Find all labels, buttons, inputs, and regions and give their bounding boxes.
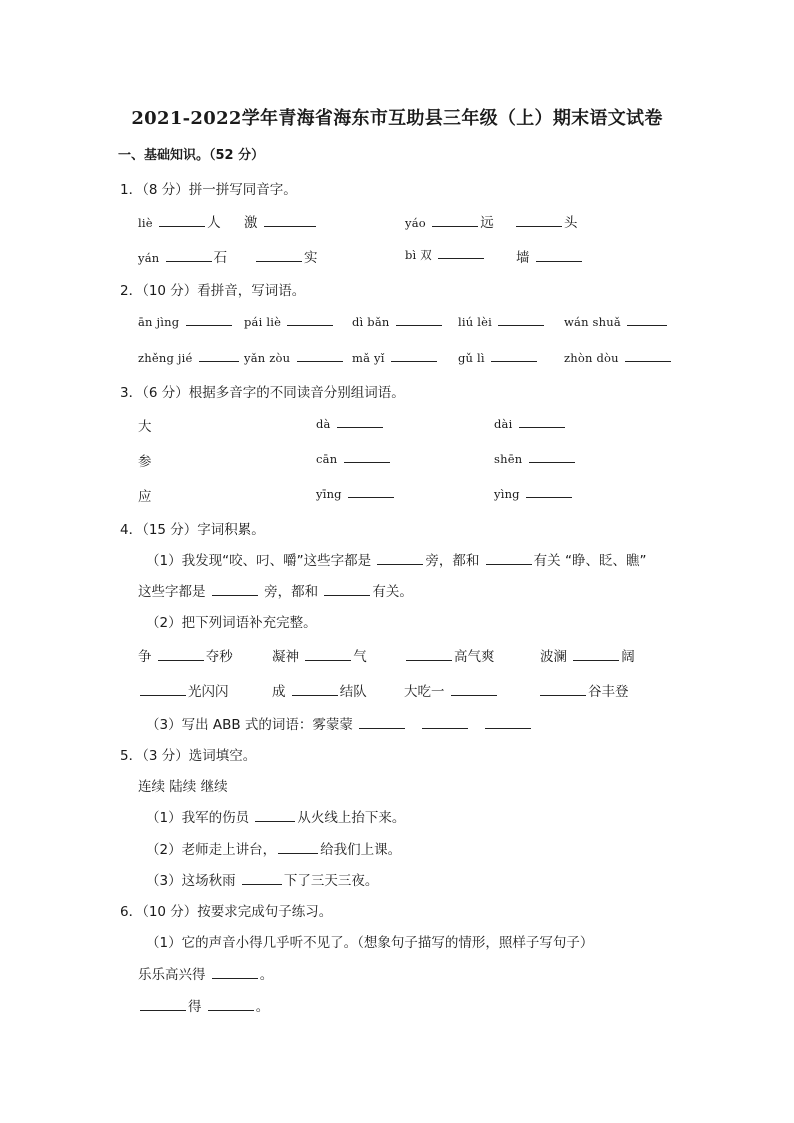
answer-blank[interactable] (519, 415, 565, 428)
answer-blank[interactable] (377, 552, 423, 565)
q3-char: 参 (138, 454, 152, 470)
answer-blank[interactable] (625, 349, 671, 362)
section-heading: 一、基础知识。（52 分） (118, 148, 265, 163)
answer-blank[interactable] (491, 349, 537, 362)
q6-line-1: 乐乐高兴得 。 (138, 967, 274, 983)
q2-item: gǔ lì (458, 349, 539, 366)
answer-blank[interactable] (451, 683, 497, 696)
q4-word: 凝神 气 (272, 649, 367, 665)
answer-blank[interactable] (186, 313, 232, 326)
question-4-stem: 4．（15 分）字词积累。 (120, 522, 265, 538)
answer-blank[interactable] (292, 683, 338, 696)
answer-blank[interactable] (212, 583, 258, 596)
q3-char: 应 (138, 489, 152, 505)
q3-item: shēn (494, 450, 577, 467)
q4-word: 波澜 阔 (540, 649, 635, 665)
answer-blank[interactable] (438, 246, 484, 259)
q1-item: bì 双 (405, 246, 486, 263)
answer-blank[interactable] (348, 485, 394, 498)
q5-sentence-3: （3）这场秋雨 下了三天三夜。 (146, 873, 379, 889)
q1-item: 激 (244, 211, 318, 231)
q4-word: 谷丰登 (538, 680, 629, 700)
q2-item: pái liè (244, 313, 335, 330)
q1-item: 实 (254, 246, 318, 266)
answer-blank[interactable] (324, 583, 370, 596)
answer-blank[interactable] (391, 349, 437, 362)
q4-part-1-line-1: （1）我发现“咬、叼、嚼”这些字都是 旁，都和 有关 “睁、眨、瞧” (146, 553, 647, 569)
q6-part-1: （1）它的声音小得几乎听不见了。（想象句子描写的情形，照样子写句子） (146, 935, 594, 951)
q1-item: 头 (514, 211, 578, 231)
answer-blank[interactable] (140, 683, 186, 696)
q2-item: wán shuǎ (564, 313, 669, 330)
answer-blank[interactable] (485, 716, 531, 729)
q4-word: 高气爽 (404, 645, 495, 665)
answer-blank[interactable] (422, 716, 468, 729)
q1-item: yáo 远 (405, 215, 494, 231)
q1-item: yán 石 (138, 250, 228, 266)
answer-blank[interactable] (359, 716, 405, 729)
answer-blank[interactable] (297, 349, 343, 362)
answer-blank[interactable] (208, 998, 254, 1011)
q2-item: dì bǎn (352, 313, 444, 330)
answer-blank[interactable] (287, 313, 333, 326)
q2-item: zhòn dòu (564, 349, 673, 366)
answer-blank[interactable] (498, 313, 544, 326)
answer-blank[interactable] (516, 214, 562, 227)
question-5-stem: 5．（3 分）选词填空。 (120, 748, 257, 764)
q4-word: 光闪闪 (138, 680, 229, 700)
q2-item: ān jìng (138, 313, 234, 330)
answer-blank[interactable] (529, 450, 575, 463)
answer-blank[interactable] (278, 841, 318, 854)
answer-blank[interactable] (166, 249, 212, 262)
answer-blank[interactable] (406, 648, 452, 661)
q3-item: cān (316, 450, 392, 467)
q3-char: 大 (138, 419, 152, 435)
answer-blank[interactable] (264, 214, 316, 227)
answer-blank[interactable] (432, 214, 478, 227)
q4-word: 大吃一 (404, 680, 499, 700)
answer-blank[interactable] (627, 313, 667, 326)
q4-part-1-line-2: 这些字都是 旁，都和 有关。 (138, 584, 413, 600)
q4-word: 争 夺秒 (138, 649, 233, 665)
answer-blank[interactable] (256, 249, 302, 262)
q4-word: 成 结队 (272, 684, 367, 700)
q3-item: yìng (494, 485, 574, 502)
q2-item: mǎ yǐ (352, 349, 439, 366)
q4-part-3: （3）写出 ABB 式的词语：雾蒙蒙 (146, 713, 533, 733)
question-3-stem: 3．（6 分）根据多音字的不同读音分别组词语。 (120, 385, 405, 401)
q1-item: liè 人 (138, 215, 221, 231)
q6-line-2: 得 。 (138, 995, 269, 1015)
answer-blank[interactable] (242, 872, 282, 885)
answer-blank[interactable] (540, 683, 586, 696)
q5-sentence-2: （2）老师走上讲台， 给我们上课。 (146, 842, 402, 858)
answer-blank[interactable] (337, 415, 383, 428)
answer-blank[interactable] (199, 349, 239, 362)
q2-item: liú lèi (458, 313, 546, 330)
q5-sentence-1: （1）我军的伤员 从火线上抬下来。 (146, 810, 406, 826)
answer-blank[interactable] (396, 313, 442, 326)
q5-word-bank: 连续 陆续 继续 (138, 779, 228, 795)
page-title: 2021-2022学年青海省海东市互助县三年级（上）期末语文试卷 (131, 108, 663, 129)
answer-blank[interactable] (140, 998, 186, 1011)
q2-item: yǎn zòu (244, 349, 345, 366)
q3-item: yīng (316, 485, 396, 502)
answer-blank[interactable] (158, 648, 204, 661)
q3-item: dà (316, 415, 385, 432)
answer-blank[interactable] (255, 809, 295, 822)
answer-blank[interactable] (344, 450, 390, 463)
question-2-stem: 2．（10 分）看拼音，写词语。 (120, 283, 306, 299)
answer-blank[interactable] (536, 249, 582, 262)
answer-blank[interactable] (159, 214, 205, 227)
question-1-stem: 1．（8 分）拼一拼写同音字。 (120, 182, 297, 198)
answer-blank[interactable] (305, 648, 351, 661)
answer-blank[interactable] (526, 485, 572, 498)
answer-blank[interactable] (486, 552, 532, 565)
q3-item: dài (494, 415, 567, 432)
q1-item: 墙 (516, 246, 584, 266)
question-6-stem: 6．（10 分）按要求完成句子练习。 (120, 904, 333, 920)
answer-blank[interactable] (212, 966, 258, 979)
answer-blank[interactable] (573, 648, 619, 661)
q2-item: zhěng jié (138, 349, 241, 366)
q4-part-2: （2）把下列词语补充完整。 (146, 615, 317, 631)
